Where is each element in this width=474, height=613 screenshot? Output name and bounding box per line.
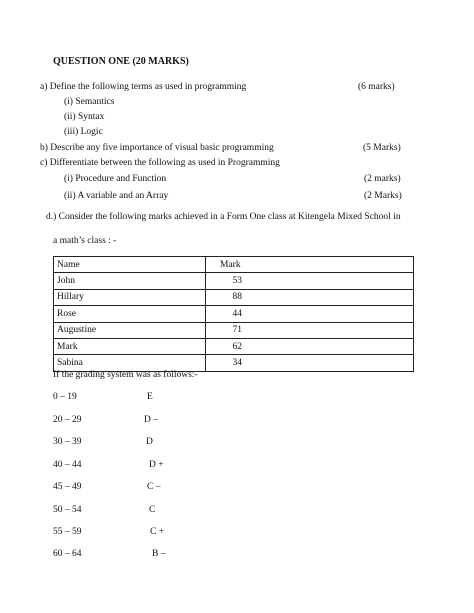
- grade-range: 60 – 64: [53, 549, 82, 559]
- student-mark-cell: [206, 355, 414, 371]
- part-d-line-2: a math’s class : -: [53, 236, 117, 246]
- part-a-item-2: (ii) Syntax: [64, 112, 105, 122]
- grade-letter: D: [146, 437, 153, 447]
- part-a-item-1: (i) Semantics: [64, 97, 115, 107]
- grade-range: 55 – 59: [53, 527, 82, 537]
- table-row: [54, 322, 414, 338]
- header-mark-label: Mark: [220, 259, 241, 270]
- part-d-line-1: d.) Consider the following marks achieved in a Form One class at Kitengela Mixed School in: [46, 212, 401, 222]
- question-title: QUESTION ONE (20 MARKS): [53, 56, 189, 67]
- student-name: Sabina: [54, 355, 206, 371]
- grade-letter: B –: [152, 549, 166, 559]
- table-row: [54, 306, 414, 322]
- student-mark-cell: [206, 289, 414, 305]
- header-mark: [206, 257, 414, 273]
- grade-range: 20 – 29: [53, 415, 82, 425]
- grade-range: 50 – 54: [53, 505, 82, 515]
- table-row: [54, 338, 414, 354]
- part-c-item-2: (ii) A variable and an Array: [64, 191, 169, 201]
- student-name: Rose: [54, 306, 206, 322]
- marks-table: [53, 256, 414, 372]
- part-c-item-1: (i) Procedure and Function: [64, 174, 167, 184]
- student-name: Hillary: [54, 289, 206, 305]
- part-a-marks: (6 marks): [358, 82, 395, 92]
- part-c-text: c) Differentiate between the following as used in Programming: [40, 158, 280, 168]
- table-row: [54, 289, 414, 305]
- student-mark: 34: [232, 358, 242, 369]
- grade-range: 30 – 39: [53, 437, 82, 447]
- table-row: [54, 355, 414, 371]
- student-mark: 88: [232, 292, 242, 303]
- student-mark: 53: [232, 276, 242, 287]
- grade-letter: D –: [144, 415, 158, 425]
- grade-letter: C +: [150, 527, 165, 537]
- table-header-row: [54, 257, 414, 273]
- table-row: [54, 273, 414, 289]
- grade-range: 0 – 19: [53, 392, 77, 402]
- grade-range: 45 – 49: [53, 482, 82, 492]
- grade-letter: C: [149, 505, 156, 515]
- student-mark: 44: [232, 308, 242, 319]
- student-mark-cell: [206, 322, 414, 338]
- grade-letter: D +: [149, 460, 164, 470]
- header-name: Name: [54, 257, 206, 273]
- student-name: Mark: [54, 338, 206, 354]
- part-b-text: b) Describe any five importance of visual basic programming: [40, 143, 274, 153]
- student-mark: 71: [232, 325, 242, 336]
- part-a-text: a) Define the following terms as used in programming: [40, 82, 247, 92]
- grade-letter: C –: [147, 482, 161, 492]
- part-c-item-1-marks: (2 marks): [364, 174, 401, 184]
- grading-intro: If the grading system was as follows:-: [53, 370, 198, 380]
- grade-range: 40 – 44: [53, 460, 82, 470]
- student-name: John: [54, 273, 206, 289]
- part-a-item-3: (iii) Logic: [64, 127, 103, 137]
- grade-letter: E: [147, 392, 153, 402]
- student-name: Augustine: [54, 322, 206, 338]
- student-mark-cell: [206, 273, 414, 289]
- student-mark-cell: [206, 306, 414, 322]
- student-mark: 62: [232, 341, 242, 352]
- part-c-item-2-marks: (2 Marks): [364, 191, 402, 201]
- part-b-marks: (5 Marks): [363, 143, 401, 153]
- student-mark-cell: [206, 338, 414, 354]
